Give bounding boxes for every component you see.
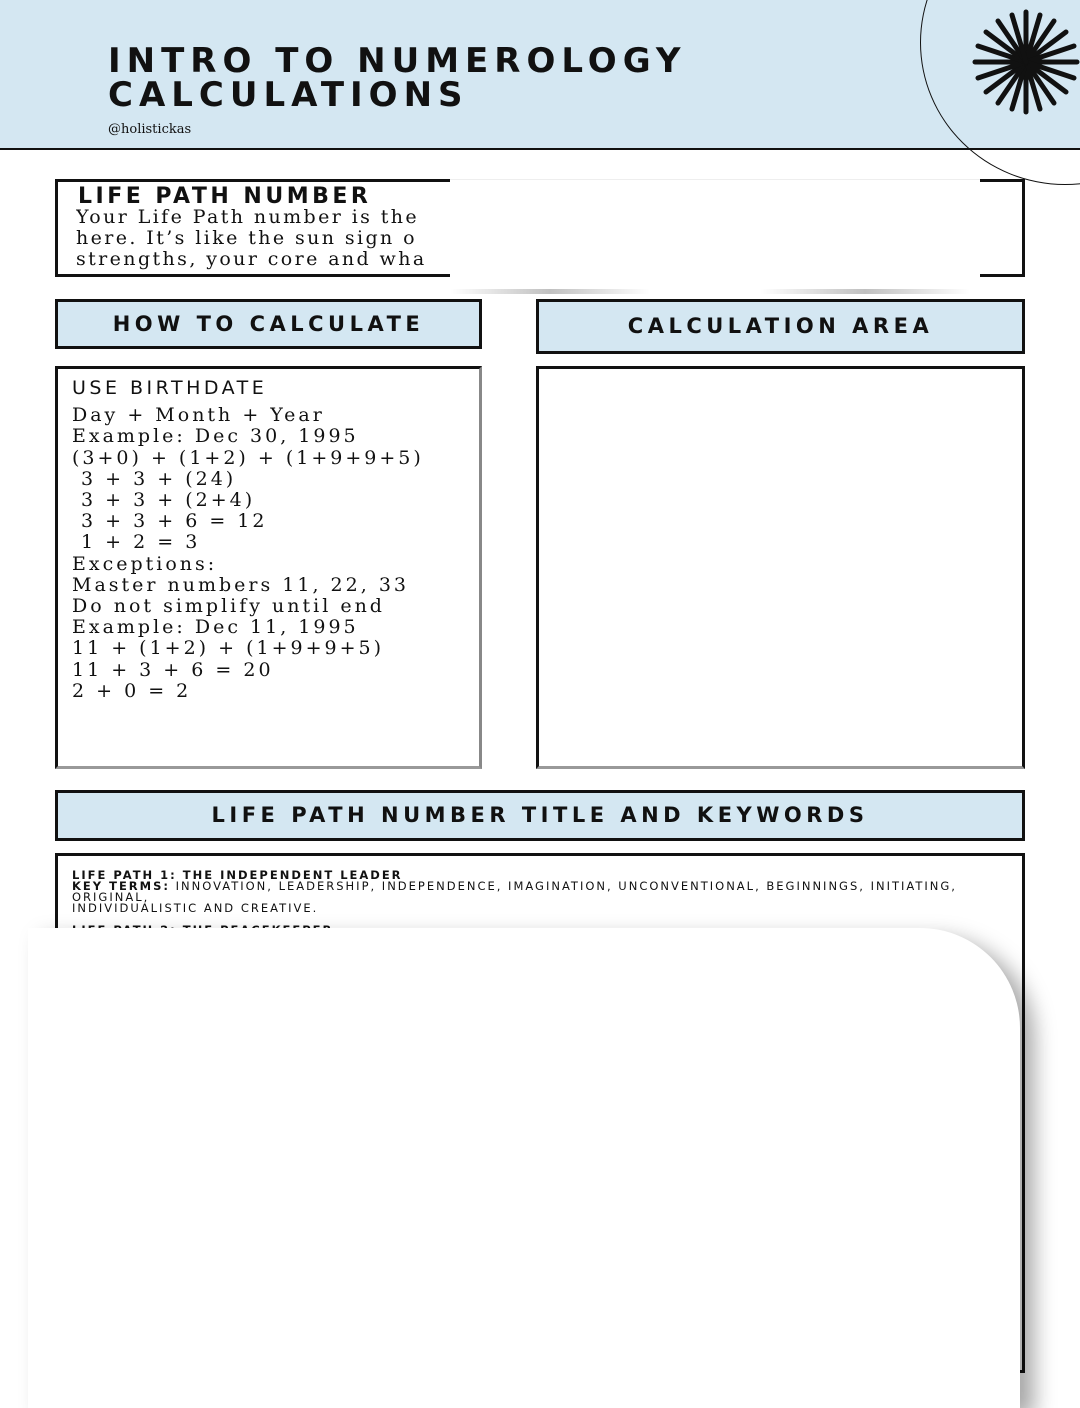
how-to-calculate-label: HOW TO CALCULATE: [55, 299, 482, 349]
instruction-line: (3+0) + (1+2) + (1+9+9+5): [72, 446, 424, 469]
instruction-line: Master numbers 11, 22, 33: [72, 573, 409, 596]
panel-shadow: [450, 289, 650, 294]
instructions-heading: USE BIRTHDATE: [72, 377, 268, 399]
instruction-line: 3 + 3 + (2+4): [72, 489, 256, 512]
instruction-line: Day + Month + Year: [72, 404, 325, 427]
instruction-line: Example: Dec 30, 1995: [72, 425, 359, 448]
instruction-line: 1 + 2 = 3: [72, 531, 201, 554]
instructions-text: [72, 378, 424, 702]
keywords-title-label: LIFE PATH NUMBER TITLE AND KEYWORDS: [55, 790, 1025, 841]
life-path-heading: LIFE PATH NUMBER: [78, 184, 372, 209]
life-path-desc-line: here. It’s like the sun sign o: [76, 227, 417, 249]
lp1-terms-line1: INNOVATION, LEADERSHIP, INDEPENDENCE, IMAGINATION, UNCONVENTIONAL, BEGINNINGS, INITIATING, ORIGINAL,: [72, 879, 957, 904]
overlapping-card: [28, 928, 1020, 1408]
instruction-line: 11 + 3 + 6 = 20: [72, 658, 274, 681]
lp1-terms: [72, 881, 1002, 903]
instruction-line: 3 + 3 + (24): [72, 467, 237, 490]
instruction-line: 2 + 0 = 2: [72, 679, 192, 702]
instruction-line: Example: Dec 11, 1995: [72, 616, 359, 639]
instruction-line: 3 + 3 + 6 = 12: [72, 510, 268, 533]
life-path-desc-line: strengths, your core and wha: [76, 248, 427, 270]
calculation-area[interactable]: [536, 366, 1025, 769]
calculation-area-label: CALCULATION AREA: [536, 299, 1025, 354]
life-path-desc-line: Your Life Path number is the: [76, 207, 420, 228]
sunburst-icon: [970, 8, 1080, 116]
lp1-terms-line2: INDIVIDUALISTIC AND CREATIVE.: [72, 901, 319, 915]
lp1-terms-label: KEY TERMS:: [72, 879, 170, 893]
page-title-line-2: CALCULATIONS: [108, 75, 469, 115]
panel-shadow: [760, 289, 970, 294]
life-path-description: [76, 207, 450, 270]
page-title: [108, 41, 687, 115]
lp1-title: LIFE PATH 1: THE INDEPENDENT LEADER: [72, 868, 403, 882]
occluding-panel: [450, 179, 980, 283]
instruction-line: Do not simplify until end: [72, 595, 385, 618]
page-title-line-1: INTRO TO NUMEROLOGY: [108, 41, 687, 81]
instruction-line: 11 + (1+2) + (1+9+9+5): [72, 637, 385, 660]
author-handle: @holistickas: [108, 122, 192, 137]
instruction-line: Exceptions:: [72, 552, 218, 575]
